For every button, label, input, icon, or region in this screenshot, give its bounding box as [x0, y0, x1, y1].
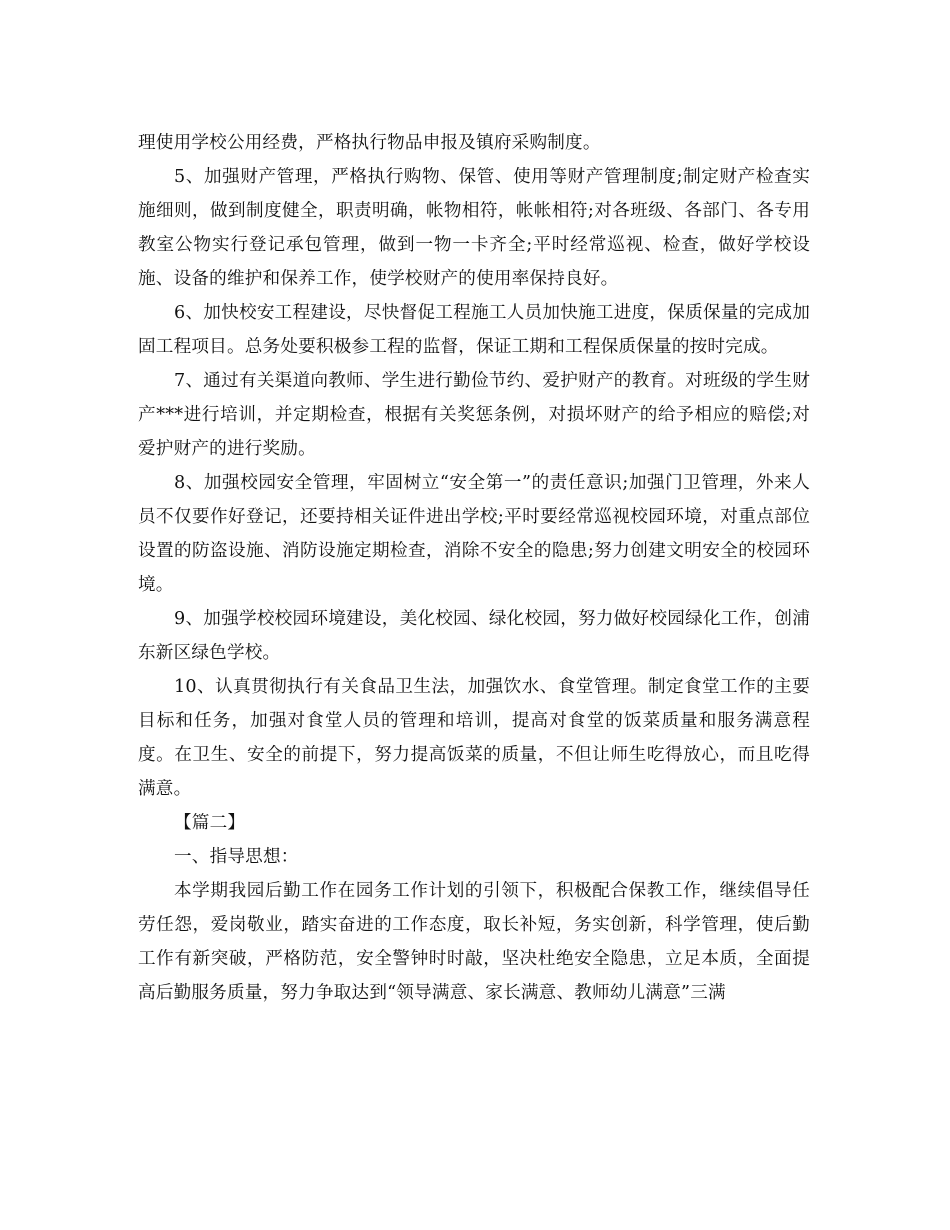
section-heading-guiding-ideology: 一、指导思想： [174, 847, 299, 867]
document-body [138, 126, 810, 1010]
paragraph-item-9: 9、加强学校校园环境建设，美化校园、绿化校园，努力做好校园绿化工作，创浦东新区绿色学校。 [138, 609, 810, 663]
paragraph-item-5: 5、加强财产管理，严格执行购物、保管、使用等财产管理制度;制定财产检查实施细则，做到制度健全，职责明确，帐物相符，帐帐相符;对各班级、各部门、各专用教室公物实行登记承包管理，做到一物一卡齐全;平时经常巡视、检查，做好学校设施、设备的维护和保养工作，使学校财产的使用率保持良好。 [138, 167, 810, 289]
paragraph-continuation: 理使用学校公用经费，严格执行物品申报及镇府采购制度。 [138, 133, 601, 153]
section-heading-part-two: 【篇二】 [174, 813, 246, 833]
paragraph-item-10: 10、认真贯彻执行有关食品卫生法，加强饮水、食堂管理。制定食堂工作的主要目标和任务，加强对食堂人员的管理和培训，提高对食堂的饭菜质量和服务满意程度。在卫生、安全的前提下，努力提高饭菜的质量，不但让师生吃得放心，而且吃得满意。 [138, 677, 810, 799]
paragraph-item-8: 8、加强校园安全管理，牢固树立“安全第一”的责任意识;加强门卫管理，外来人员不仅要作好登记，还要持相关证件进出学校;平时要经常巡视校园环境，对重点部位设置的防盗设施、消防设施定期检查，消除不安全的隐患;努力创建文明安全的校园环境。 [138, 473, 810, 595]
paragraph-item-7: 7、通过有关渠道向教师、学生进行勤俭节约、爱护财产的教育。对班级的学生财产***进行培训，并定期检查，根据有关奖惩条例，对损坏财产的给予相应的赔偿;对爱护财产的进行奖励。 [138, 371, 810, 459]
paragraph-guiding-ideology-body: 本学期我园后勤工作在园务工作计划的引领下，积极配合保教工作，继续倡导任劳任怨，爱岗敬业，踏实奋进的工作态度，取长补短，务实创新，科学管理，使后勤工作有新突破，严格防范，安全警钟时时敲，坚决杜绝安全隐患，立足本质，全面提高后勤服务质量，努力争取达到“领导满意、家长满意、教师幼儿满意”三满 [138, 881, 810, 1003]
paragraph-item-6: 6、加快校安工程建设，尽快督促工程施工人员加快施工进度，保质保量的完成加固工程项目。总务处要积极参工程的监督，保证工期和工程保质保量的按时完成。 [138, 303, 810, 357]
